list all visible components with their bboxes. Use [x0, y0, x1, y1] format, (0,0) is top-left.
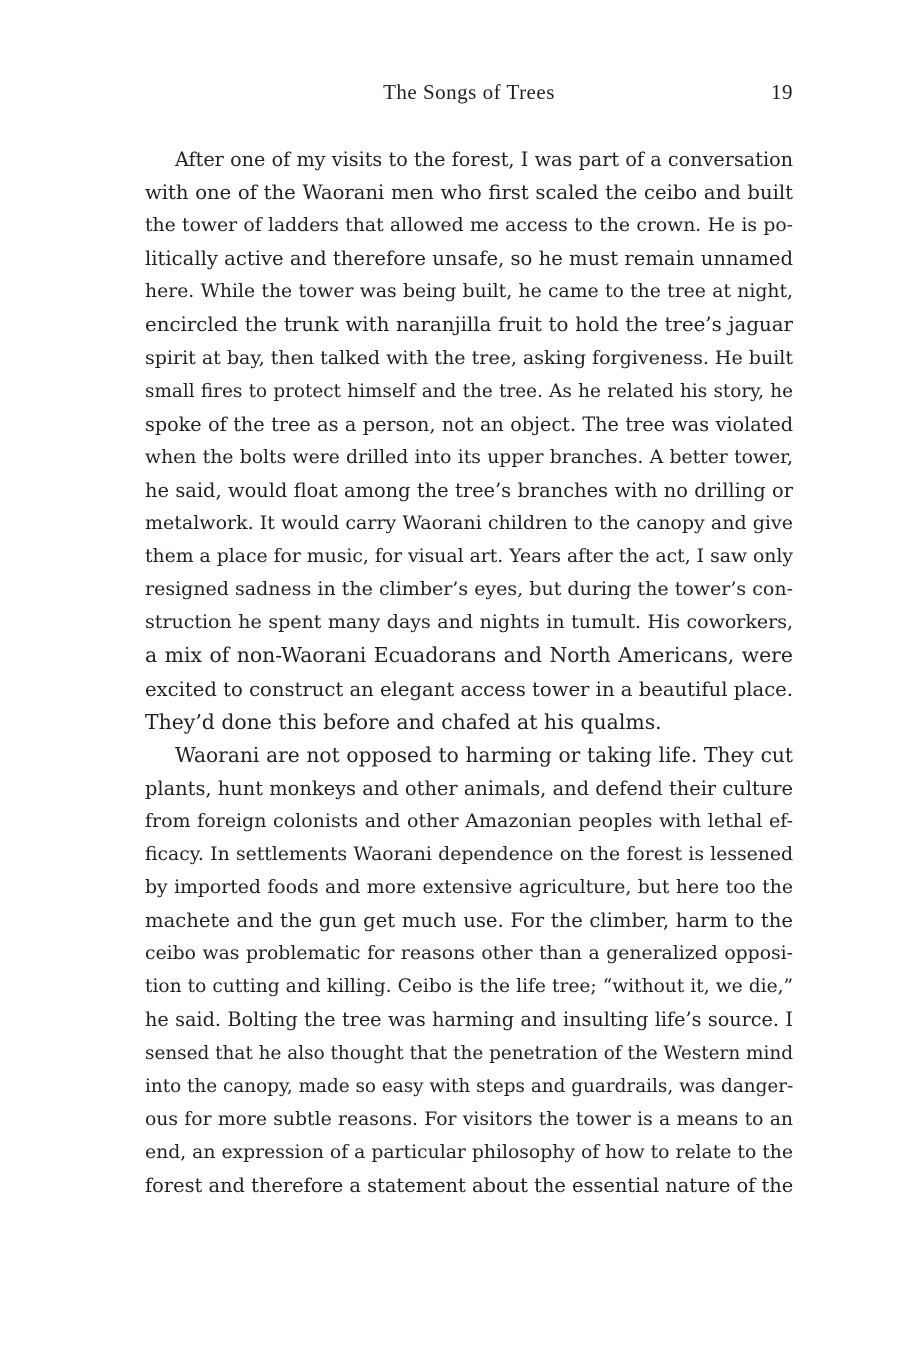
text-line: them a place for music, for visual art. Years after the act, I saw only: [145, 546, 793, 568]
paragraph-1: [145, 143, 793, 739]
text-line: he said. Bolting the tree was harming and insulting life’s source. I: [145, 1008, 793, 1032]
text-line: struction he spent many days and nights in tumult. His coworkers,: [145, 611, 793, 634]
text-line: into the canopy, made so easy with steps and guardrails, was danger-: [145, 1075, 794, 1097]
text-line: metalwork. It would carry Waorani children to the canopy and give: [145, 512, 793, 535]
text-line: when the bolts were drilled into its upper branches. A better tower,: [145, 446, 793, 468]
text-line: litically active and therefore unsafe, so he must remain unnamed: [145, 247, 793, 271]
text-line: forest and therefore a statement about the essential nature of the: [145, 1173, 794, 1197]
running-title: The Songs of Trees: [383, 80, 555, 104]
text-line: tion to cutting and killing. Ceibo is the life tree; “without it, we die,”: [145, 976, 793, 998]
text-line: small fires to protect himself and the tree. As he related his story, he: [145, 380, 793, 402]
text-line: the tower of ladders that allowed me access to the crown. He is po-: [145, 215, 793, 237]
text-line: Waorani are not opposed to harming or taking life. They cut: [175, 742, 793, 767]
text-line: ficacy. In settlements Waorani dependence on the forest is lessened: [145, 843, 793, 865]
body-text: [145, 143, 793, 1202]
text-line: from foreign colonists and other Amazonian peoples with lethal ef-: [145, 809, 793, 832]
text-line: resigned sadness in the climber’s eyes, but during the tower’s con-: [145, 578, 793, 601]
running-head: [145, 80, 793, 110]
text-line: After one of my visits to the forest, I was part of a conversation: [175, 148, 793, 171]
text-line: he said, would float among the tree’s branches with no drilling or: [145, 478, 793, 502]
text-line: encircled the trunk with naranjilla fruit to hold the tree’s jaguar: [145, 313, 793, 337]
text-line: sensed that he also thought that the penetration of the Western mind: [145, 1042, 793, 1064]
text-line: ceibo was problematic for reasons other than a generalized opposi-: [145, 943, 793, 965]
text-line: with one of the Waorani men who first scaled the ceibo and built: [145, 181, 793, 205]
text-line: end, an expression of a particular philosophy of how to relate to the: [145, 1141, 793, 1163]
paragraph-2: [145, 739, 793, 1202]
text-line: by imported foods and more extensive agriculture, but here too the: [145, 877, 793, 899]
page-number: 19: [771, 80, 793, 104]
text-line: machete and the gun get much use. For the climber, harm to the: [145, 909, 793, 933]
text-line: spirit at bay, then talked with the tree, asking forgiveness. He built: [145, 346, 793, 369]
text-line: excited to construct an elegant access tower in a beautiful place.: [145, 677, 793, 701]
text-line: ous for more subtle reasons. For visitors the tower is a means to an: [145, 1108, 793, 1130]
text-line: plants, hunt monkeys and other animals, and defend their culture: [145, 776, 793, 800]
text-line: They’d done this before and chafed at his qualms.: [145, 709, 662, 734]
text-line: here. While the tower was being built, he came to the tree at night,: [145, 281, 793, 303]
text-line: spoke of the tree as a person, not an object. The tree was violated: [145, 412, 793, 436]
text-line: a mix of non-Waorani Ecuadorans and North Americans, were: [145, 643, 793, 668]
